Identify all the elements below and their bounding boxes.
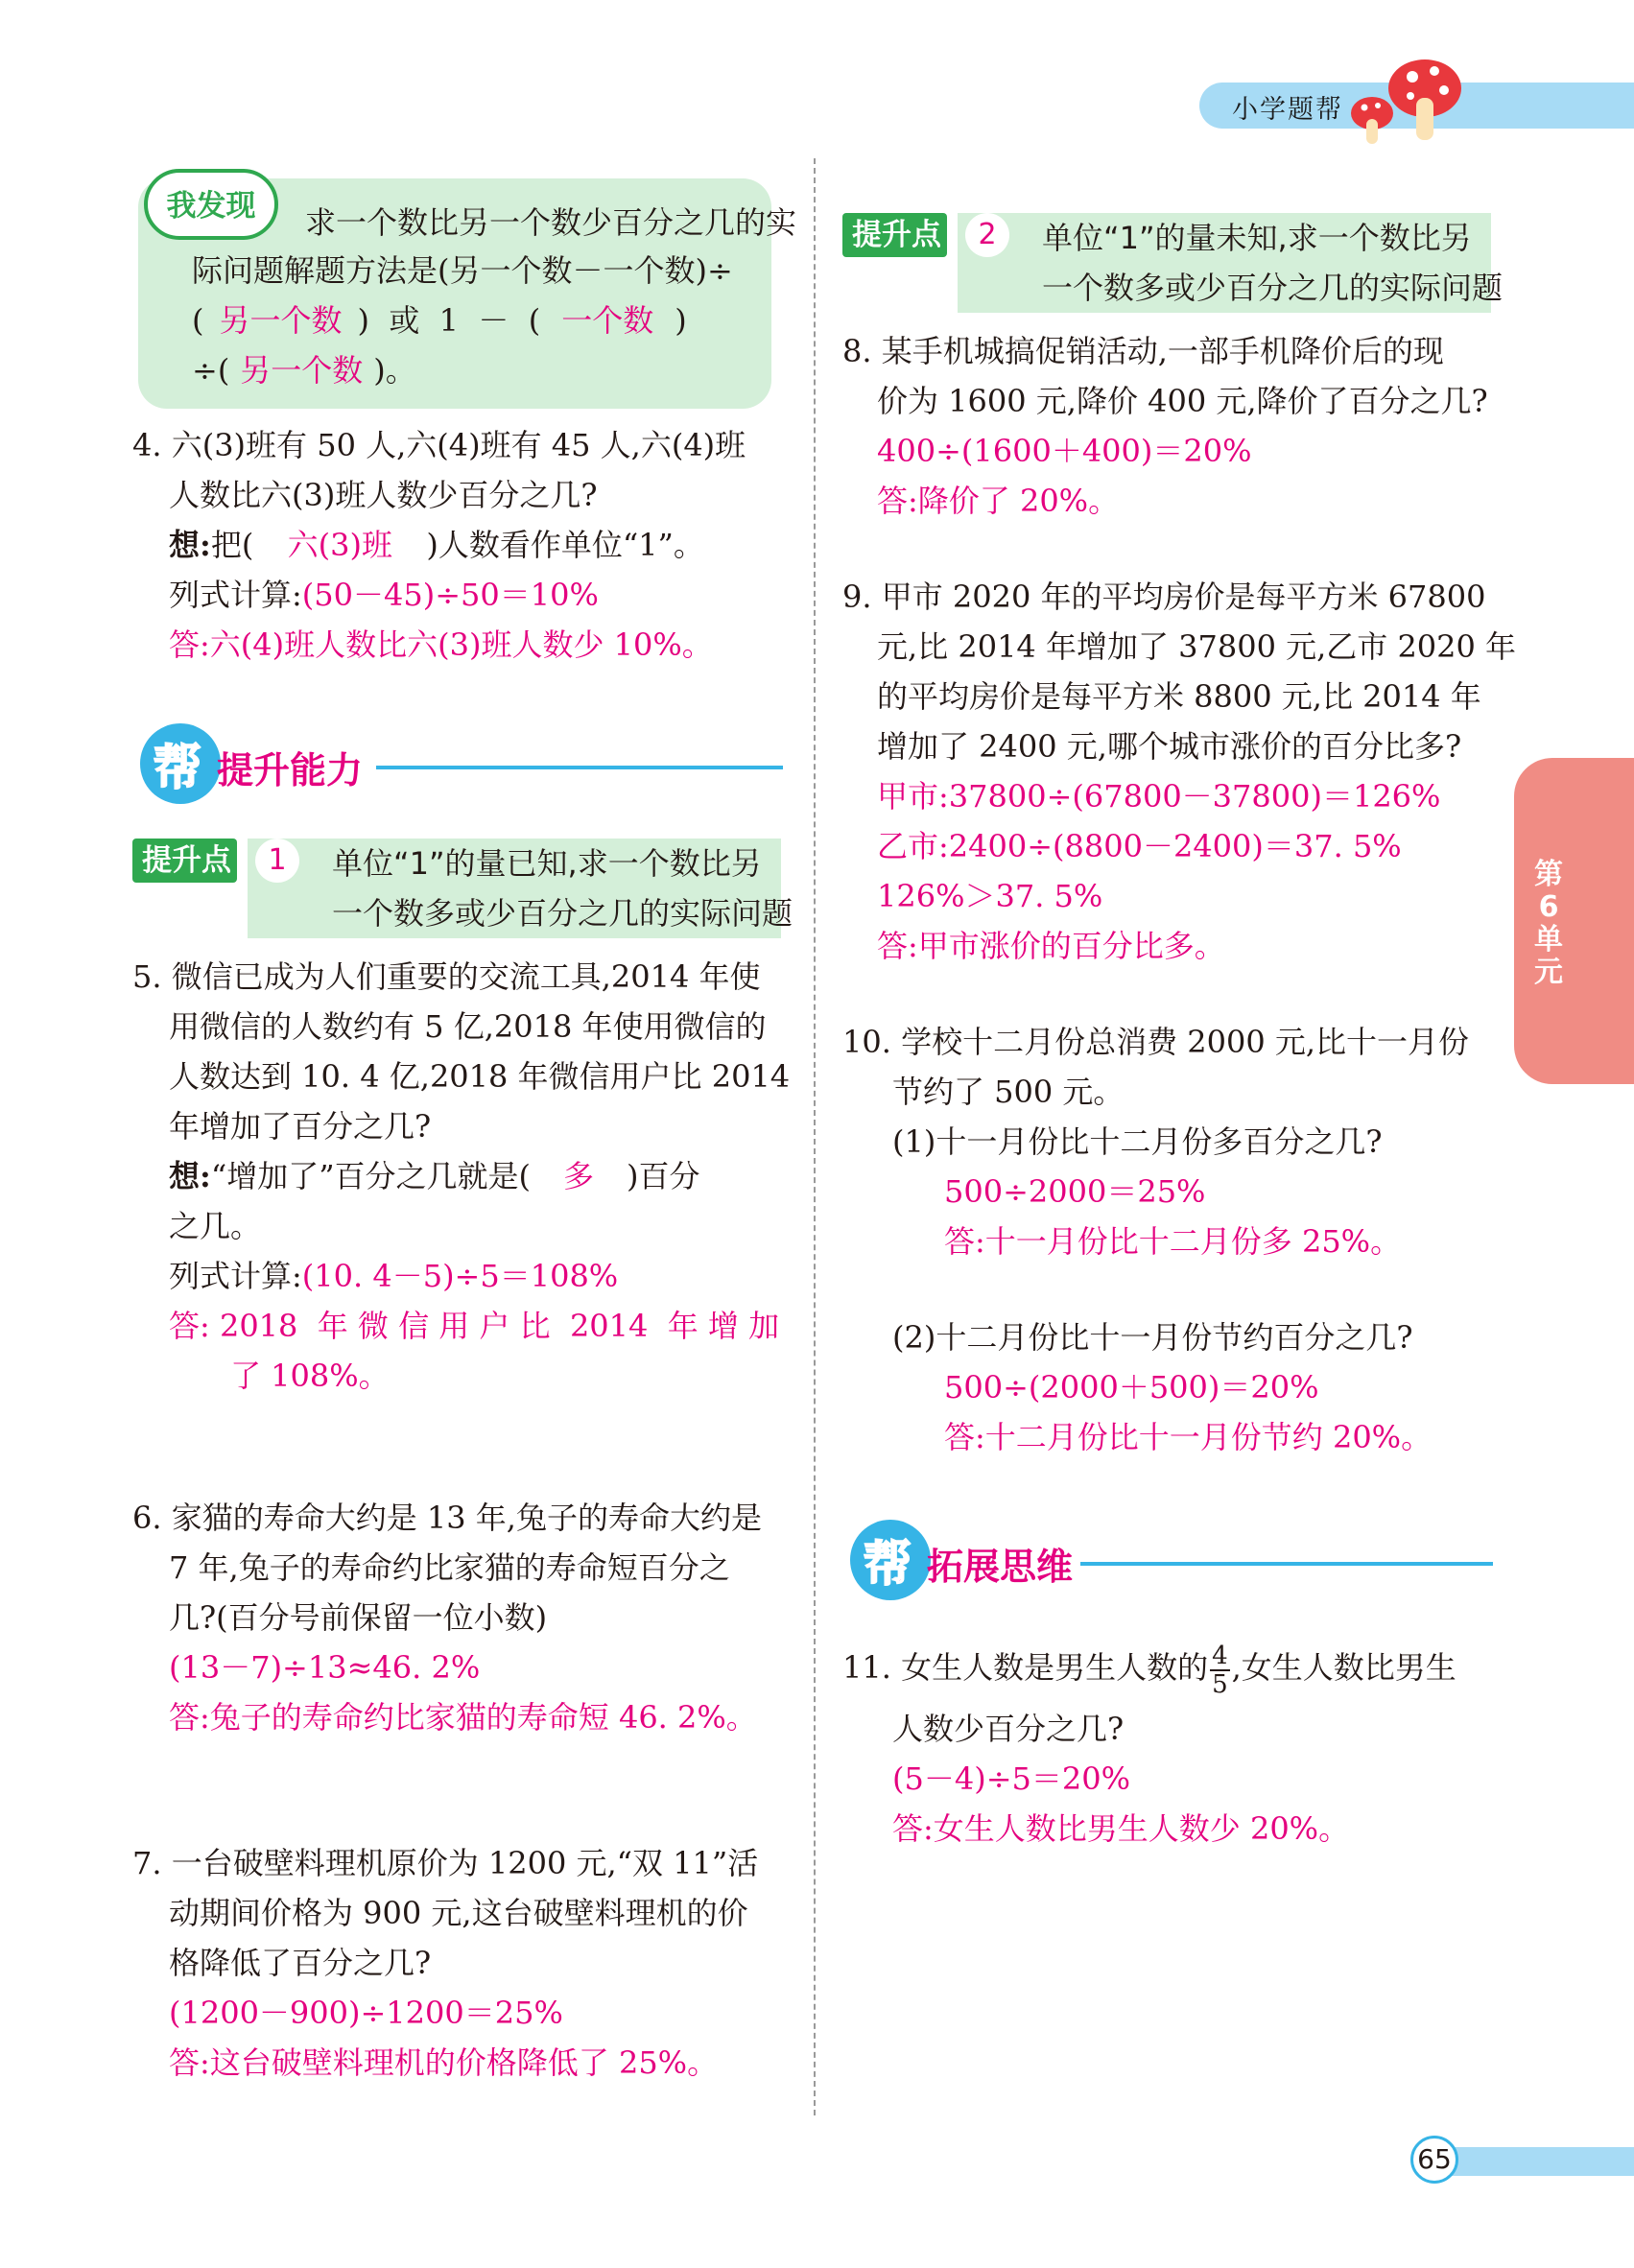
q9-calc-2: 乙市:2400÷(8800－2400)＝37. 5% [877, 828, 1402, 864]
q8-line-1: 8. 某手机城搞促销活动,一部手机降价后的现 [842, 333, 1444, 369]
q5-answer-1: 答: 2018 年 微 信 用 户 比 2014 年 增 加 [169, 1308, 780, 1344]
q6-calc: (13－7)÷13≈46. 2% [169, 1649, 481, 1686]
q5-line-2: 用微信的人数约有 5 亿,2018 年使用微信的 [169, 1008, 767, 1045]
section-improve-heading: 帮 提升能力 [140, 723, 783, 810]
q6-line-2: 7 年,兔子的寿命约比家猫的寿命短百分之 [169, 1549, 730, 1586]
discover-line-2: 际问题解题方法是(另一个数－一个数)÷ [192, 252, 733, 289]
q10-sub2-answer: 答:十二月份比十一月份节约 20%。 [944, 1419, 1433, 1455]
discover-line-3: ( 另一个数 ) 或 1 － ( 一个数 ) [192, 295, 687, 345]
q10-sub1: (1)十一月份比十二月份多百分之几? [892, 1123, 1383, 1160]
q8-calc: 400÷(1600＋400)＝20% [877, 433, 1252, 469]
q10-sub1-answer: 答:十一月份比十二月份多 25%。 [944, 1223, 1402, 1260]
q7-calc: (1200－900)÷1200＝25% [169, 1995, 563, 2031]
q4-think: 想:把( 六(3)班 )人数看作单位“1”。 [169, 527, 704, 563]
q5-think: 想:“增加了”百分之几就是( 多 )百分 [169, 1158, 700, 1194]
q11-line-1: 11. 女生人数是男生人数的 $\frac{4}{5}$ ,女生人数比男生 [842, 1641, 1456, 1699]
q6-line-1: 6. 家猫的寿命大约是 13 年,兔子的寿命大约是 [132, 1500, 762, 1536]
q10-sub2-calc: 500÷(2000＋500)＝20% [944, 1369, 1319, 1406]
q7-line-2: 动期间价格为 900 元,这台破壁料理机的价 [169, 1895, 748, 1931]
mushroom-icon [1343, 50, 1468, 146]
q9-calc-1: 甲市:37800÷(67800－37800)＝126% [877, 778, 1441, 815]
q6-answer: 答:兔子的寿命约比家猫的寿命短 46. 2%。 [169, 1699, 757, 1736]
q9-line-3: 的平均房价是每平方米 8800 元,比 2014 年 [877, 678, 1481, 715]
q5-line-1: 5. 微信已成为人们重要的交流工具,2014 年使 [132, 958, 761, 995]
discover-badge: 我发现 [144, 169, 278, 240]
q9-line-4: 增加了 2400 元,哪个城市涨价的百分比多? [877, 728, 1462, 765]
q9-answer: 答:甲市涨价的百分比多。 [877, 928, 1225, 964]
q11-answer: 答:女生人数比男生人数少 20%。 [892, 1810, 1350, 1847]
page-number: 65 [1410, 2136, 1458, 2184]
q7-line-3: 格降低了百分之几? [169, 1945, 432, 1981]
q9-calc-3: 126%＞37. 5% [877, 878, 1103, 914]
q4-line-2: 人数比六(3)班人数少百分之几? [169, 477, 598, 513]
q4-line-1: 4. 六(3)班有 50 人,六(4)班有 45 人,六(4)班 [132, 427, 746, 463]
section-expand-heading: 帮 拓展思维 [850, 1520, 1493, 1606]
discover-line-1: 求一个数比另一个数少百分之几的实 [305, 204, 797, 241]
q7-answer: 答:这台破壁料理机的价格降低了 25%。 [169, 2044, 719, 2081]
q4-calc: 列式计算:(50－45)÷50＝10% [169, 577, 599, 613]
q5-think-2: 之几。 [169, 1208, 262, 1244]
discover-fill-3: 另一个数 [240, 352, 364, 389]
q10-sub1-calc: 500÷2000＝25% [944, 1173, 1206, 1210]
q6-line-3: 几?(百分号前保留一位小数) [169, 1599, 548, 1636]
q11-fraction: $\frac{4}{5}$ [1212, 1641, 1228, 1699]
q8-answer: 答:降价了 20%。 [877, 483, 1120, 519]
header-brand: 小学题帮 [1232, 95, 1343, 125]
q5-line-4: 年增加了百分之几? [169, 1108, 432, 1145]
discover-fill-1: 另一个数 [219, 302, 343, 339]
page-number-bar [1439, 2147, 1634, 2176]
discover-line-4: ÷( 另一个数 )。 [192, 345, 416, 395]
q4-answer: 答:六(4)班人数比六(3)班人数少 10%。 [169, 626, 713, 663]
q10-line-1: 10. 学校十二月份总消费 2000 元,比十一月份 [842, 1024, 1470, 1060]
q5-answer-2: 了 108%。 [230, 1358, 390, 1394]
q10-sub2: (2)十二月份比十一月份节约百分之几? [892, 1319, 1413, 1356]
q5-line-3: 人数达到 10. 4 亿,2018 年微信用户比 2014 [169, 1058, 791, 1095]
q8-line-2: 价为 1600 元,降价 400 元,降价了百分之几? [877, 383, 1488, 419]
column-divider [814, 158, 816, 2115]
tip2-num: 2 [965, 213, 1009, 257]
tip1-badge: 提升点 [132, 839, 237, 883]
q9-line-1: 9. 甲市 2020 年的平均房价是每平方米 67800 [842, 579, 1486, 615]
tip2-badge: 提升点 [842, 213, 947, 257]
tip1: 提升点 1 单位“1”的量已知,求一个数比另 一个数多或少百分之几的实际问题 [132, 839, 794, 944]
q7-line-1: 7. 一台破壁料理机原价为 1200 元,“双 11”活 [132, 1845, 759, 1881]
tip1-num: 1 [255, 839, 299, 883]
tip2: 提升点 2 单位“1”的量未知,求一个数比另 一个数多或少百分之几的实际问题 [842, 213, 1504, 319]
unit-side-label: 第 6 单 元 [1534, 858, 1563, 989]
discover-fill-2: 一个数 [561, 302, 654, 339]
q10-line-2: 节约了 500 元。 [892, 1074, 1125, 1110]
q5-calc: 列式计算:(10. 4－5)÷5＝108% [169, 1258, 619, 1294]
q9-line-2: 元,比 2014 年增加了 37800 元,乙市 2020 年 [877, 628, 1517, 665]
q11-line-2: 人数少百分之几? [892, 1711, 1125, 1747]
q11-calc: (5－4)÷5＝20% [892, 1760, 1130, 1797]
